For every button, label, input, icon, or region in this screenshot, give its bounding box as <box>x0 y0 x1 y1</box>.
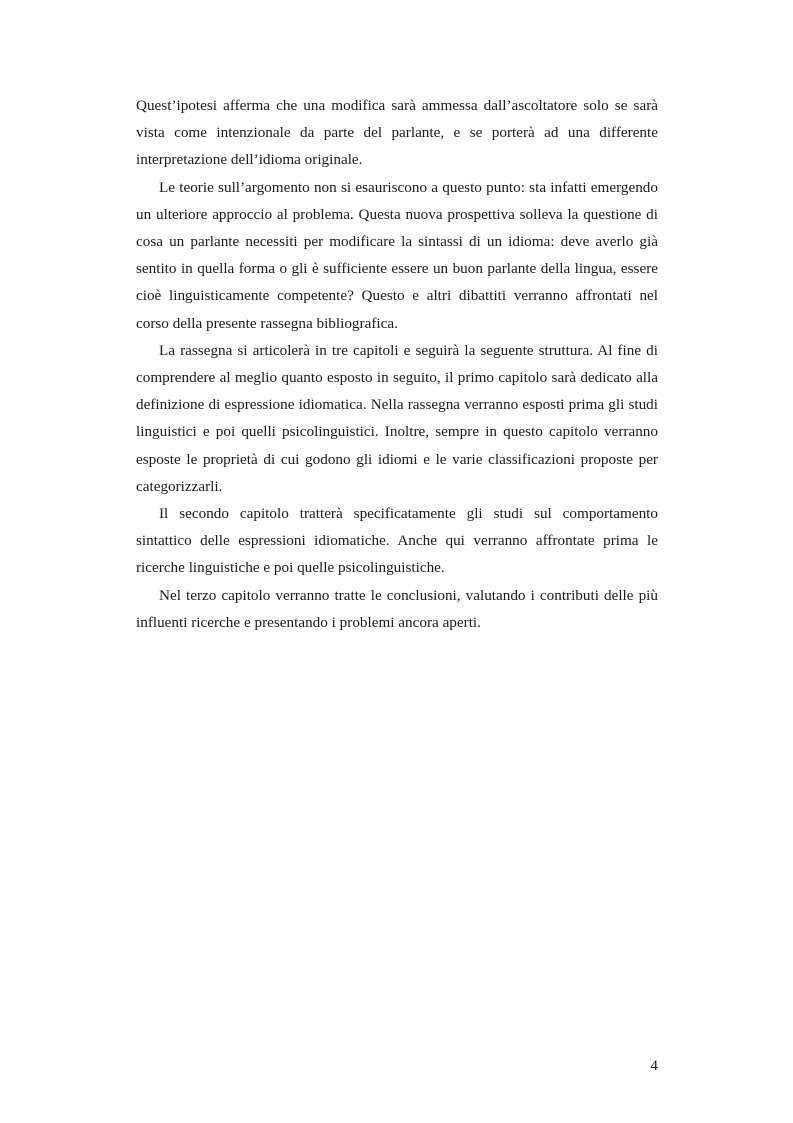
paragraph-second-chapter: Il secondo capitolo tratterà specificatamente gli studi sul comportamento sintattico delle espressioni idiomatiche. Anche qui verranno affrontate prima le ricerche linguistiche e poi quelle psicolinguistiche. <box>136 505 658 577</box>
page-number: 4 <box>650 1057 658 1074</box>
paragraph-structure: La rassegna si articolerà in tre capitoli e seguirà la seguente struttura. Al fine di comprendere al meglio quanto esposto in seguito, il primo capitolo sarà dedicato alla definizione di espressione idiomatica. Nella rassegna verranno esposti prima gli studi linguistici e poi quelli psicolinguistici. Inoltre, sempre in questo capitolo verranno esposte le proprietà di cui godono gli idiomi e le varie classificazioni proposte per categorizzarli. <box>136 341 658 495</box>
body-text <box>136 92 658 636</box>
paragraph-hypothesis: Quest’ipotesi afferma che una modifica sarà ammessa dall’ascoltatore solo se sarà vista come intenzionale da parte del parlante, e se porterà ad una differente interpretazione dell’idioma originale. <box>136 97 658 169</box>
paragraph-theories: Le teorie sull’argomento non si esauriscono a questo punto: sta infatti emergendo un ulteriore approccio al problema. Questa nuova prospettiva solleva la questione di cosa un parlante necessiti per modificare la sintassi di un idioma: deve averlo già sentito in quella forma o gli è sufficiente essere un buon parlante della lingua, essere cioè linguisticamente competente? Questo e altri dibattiti verranno affrontati nel corso della presente rassegna bibliografica. <box>136 178 658 332</box>
paragraph-third-chapter: Nel terzo capitolo verranno tratte le conclusioni, valutando i contributi delle più influenti ricerche e presentando i problemi ancora aperti. <box>136 586 658 631</box>
